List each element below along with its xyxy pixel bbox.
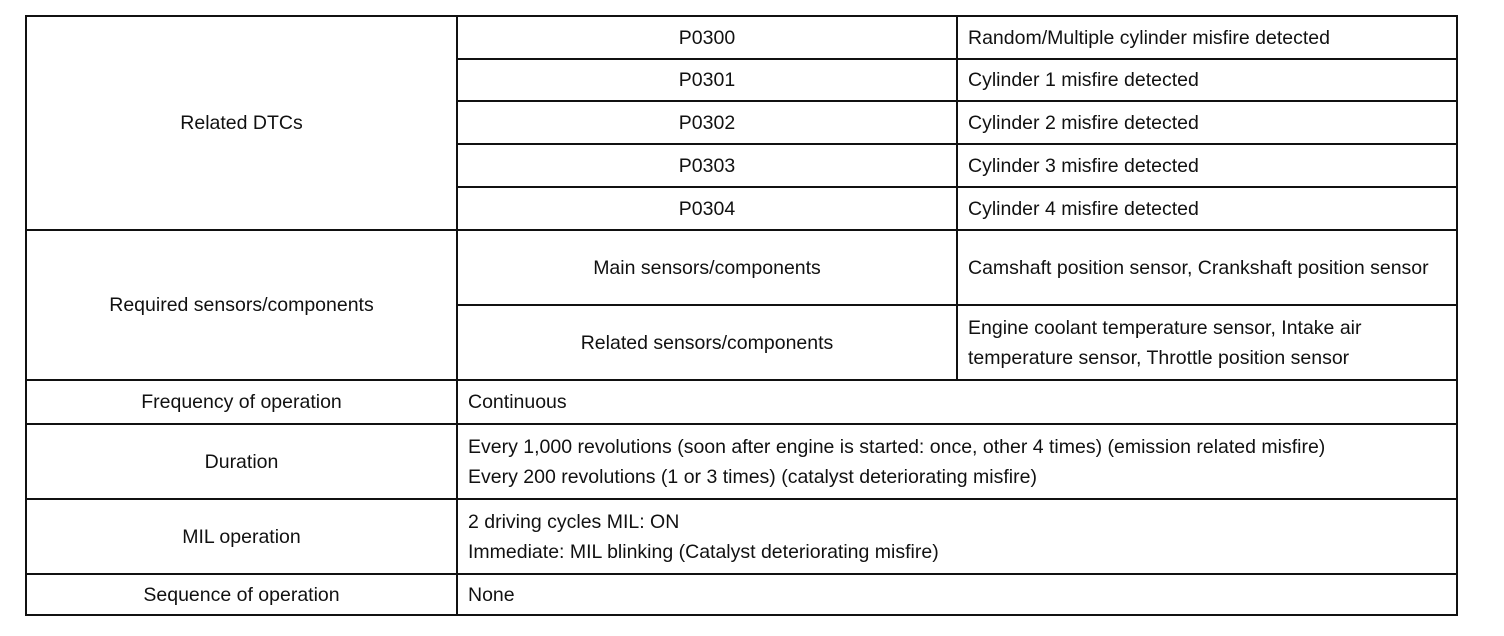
sequence-value: None <box>457 574 1457 615</box>
table-row <box>26 380 1457 424</box>
mil-operation-label: MIL operation <box>26 499 457 574</box>
duration-line: Every 1,000 revolutions (soon after engine is started: once, other 4 times) (emission related misfire) <box>468 435 1326 458</box>
sequence-label: Sequence of operation <box>26 574 457 615</box>
dtc-description: Random/Multiple cylinder misfire detected <box>957 16 1457 59</box>
related-sensors-label: Related sensors/components <box>457 305 957 380</box>
mil-operation-line: 2 driving cycles MIL: ON <box>468 510 680 533</box>
table-row <box>26 16 1457 59</box>
dtc-code: P0303 <box>457 144 957 187</box>
dtc-code: P0300 <box>457 16 957 59</box>
duration-line: Every 200 revolutions (1 or 3 times) (catalyst deteriorating misfire) <box>468 465 1037 488</box>
required-sensors-label: Required sensors/components <box>26 230 457 380</box>
related-dtcs-label: Related DTCs <box>26 16 457 230</box>
dtc-code: P0302 <box>457 101 957 144</box>
main-sensors-label: Main sensors/components <box>457 230 957 305</box>
table-row <box>26 230 1457 305</box>
duration-value <box>457 424 1457 499</box>
frequency-label: Frequency of operation <box>26 380 457 424</box>
mil-operation-line: Immediate: MIL blinking (Catalyst deteriorating misfire) <box>468 540 939 563</box>
dtc-code: P0304 <box>457 187 957 230</box>
related-sensors-value: Engine coolant temperature sensor, Intake air temperature sensor, Throttle position sensor <box>957 305 1457 380</box>
dtc-description: Cylinder 2 misfire detected <box>957 101 1457 144</box>
dtc-description: Cylinder 3 misfire detected <box>957 144 1457 187</box>
dtc-description: Cylinder 4 misfire detected <box>957 187 1457 230</box>
table-row <box>26 499 1457 574</box>
table-row <box>26 424 1457 499</box>
mil-operation-value <box>457 499 1457 574</box>
table-row <box>26 574 1457 615</box>
monitor-spec-table <box>25 15 1458 616</box>
dtc-description: Cylinder 1 misfire detected <box>957 59 1457 101</box>
main-sensors-value: Camshaft position sensor, Crankshaft position sensor <box>957 230 1457 305</box>
duration-label: Duration <box>26 424 457 499</box>
frequency-value: Continuous <box>457 380 1457 424</box>
dtc-code: P0301 <box>457 59 957 101</box>
